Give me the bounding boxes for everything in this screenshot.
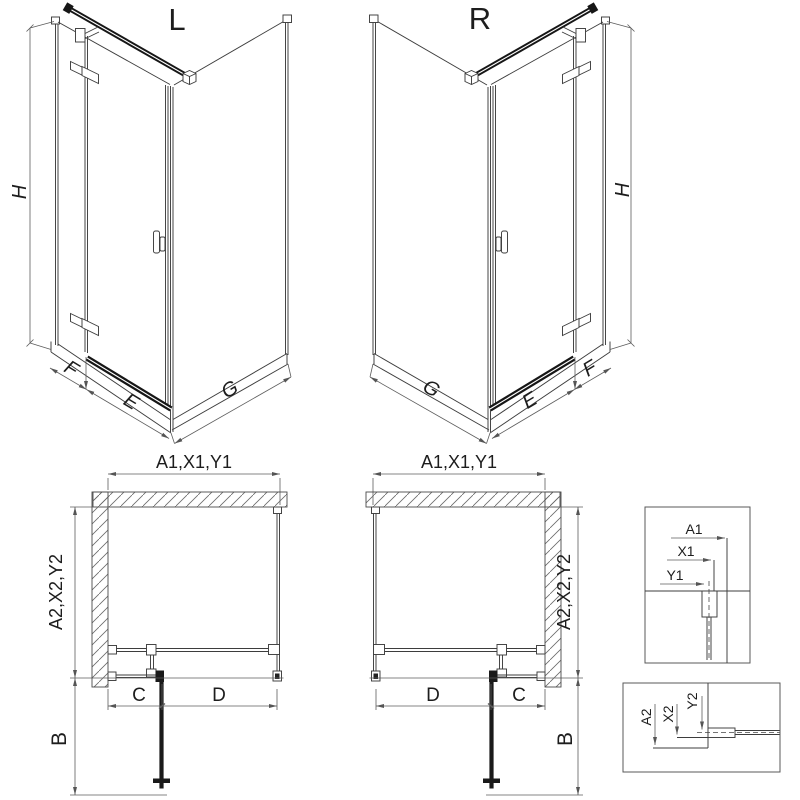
wall-profile-cap — [283, 15, 292, 23]
detail-box-bottom — [623, 683, 780, 772]
upper-hinge — [82, 67, 99, 84]
bar-tee-foot — [147, 669, 157, 677]
bar-tee-leg — [151, 655, 154, 670]
a2-label: A2 — [638, 708, 654, 726]
detail-frame — [623, 683, 780, 772]
swing-dim-label: B — [554, 731, 577, 747]
y2-label: Y2 — [684, 692, 700, 710]
plan-left-walls — [92, 492, 287, 687]
door-dim-label: E — [518, 387, 542, 414]
bar-corner-block — [269, 645, 280, 655]
version-label-right: R — [468, 1, 492, 36]
x1-label: X1 — [677, 543, 695, 559]
segment-c-label: C — [512, 685, 526, 706]
a1-label: A1 — [685, 521, 703, 537]
swing-dim-label: B — [48, 731, 71, 747]
lower-hinge — [82, 319, 99, 336]
wall-side-hatched — [92, 492, 108, 687]
detail-box-top — [645, 507, 750, 663]
fixed-panel-edge — [85, 35, 88, 353]
iso-view-left-labels — [9, 2, 242, 415]
door-handle — [154, 231, 160, 253]
side-dim-label: G — [217, 376, 243, 404]
segment-c-label: C — [132, 685, 146, 706]
side-dim-label: G — [418, 375, 444, 403]
fixed-segment-wall-block — [108, 672, 116, 681]
height-dim-label: H — [612, 182, 634, 198]
wall-profile-cap — [52, 17, 60, 24]
back-wall-glass-edge — [56, 23, 59, 346]
side-dimension-extensions — [171, 364, 291, 444]
panel-dim-label: F — [579, 356, 601, 382]
stabilizer-bar-plan — [108, 649, 277, 652]
x2-label: X2 — [660, 705, 676, 723]
panel-dim-label: F — [60, 356, 82, 382]
height-dim-label: H — [9, 184, 31, 200]
side-panel-back-edge — [286, 19, 289, 355]
y1-label: Y1 — [666, 567, 684, 583]
iso-view-right-labels — [419, 1, 634, 414]
wall-profile-section — [702, 591, 717, 617]
door-dim-label: E — [119, 388, 143, 415]
wall-top-hatched — [366, 492, 560, 507]
segment-d-label: D — [212, 685, 226, 706]
plan-right-walls — [366, 492, 561, 687]
depth-dim-label: A2,X2,Y2 — [554, 553, 574, 631]
width-dim-label: A1,X1,Y1 — [420, 452, 498, 472]
bar-wall-block — [108, 646, 117, 655]
depth-dim-label: A2,X2,Y2 — [46, 553, 66, 631]
door-handle-plate — [160, 237, 165, 251]
corner-post — [171, 86, 174, 432]
segment-d-label: D — [426, 685, 440, 706]
door-handle-plan — [153, 779, 170, 784]
base-tray-edges — [51, 342, 288, 434]
door-edge — [166, 85, 169, 405]
bar-tee-block — [147, 645, 157, 656]
width-dim-label: A1,X1,Y1 — [155, 452, 233, 472]
wall-profile-block — [274, 507, 282, 514]
version-label-left: L — [168, 2, 186, 37]
wall-top-hatched — [93, 492, 287, 507]
bar-connector-block — [76, 29, 86, 43]
